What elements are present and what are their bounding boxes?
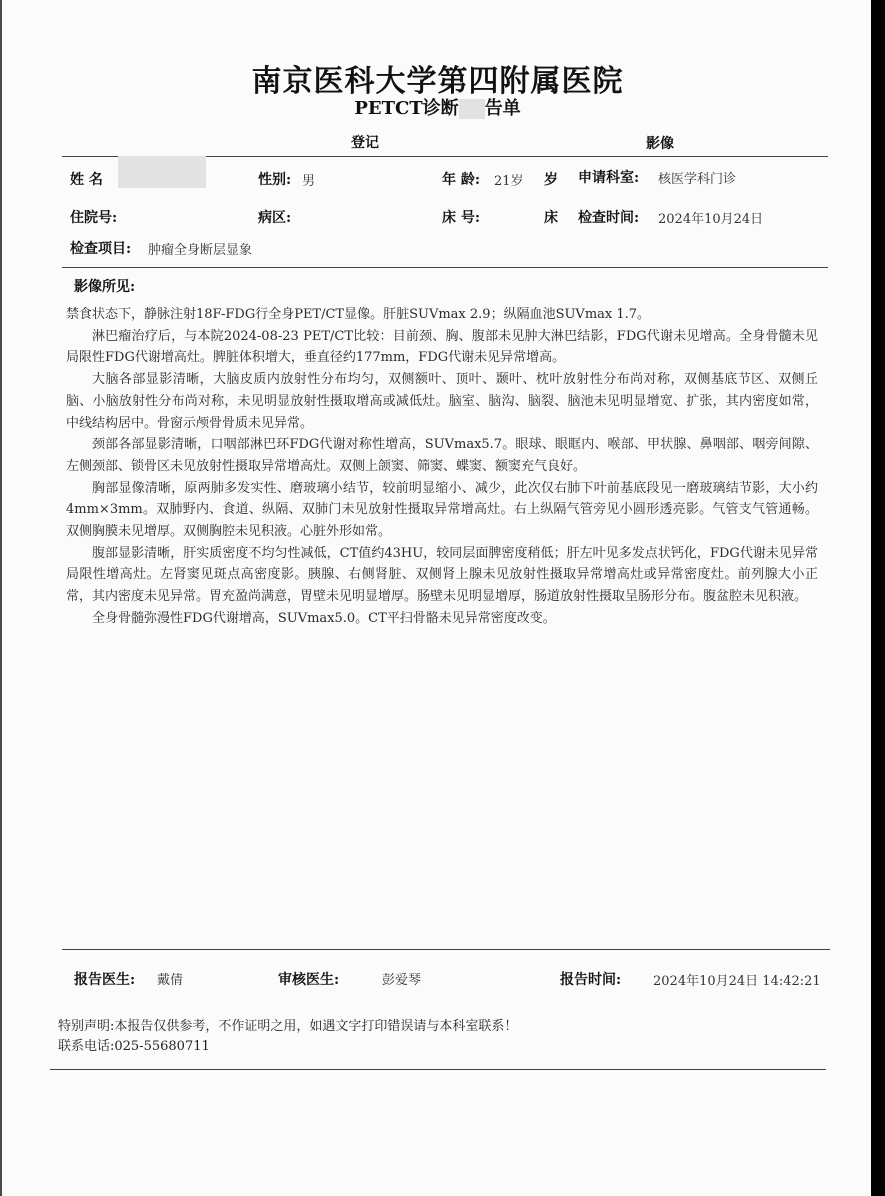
register-label: 登记 (351, 135, 379, 151)
findings-paragraph: 胸部显像清晰，原两肺多发实性、磨玻璃小结节，较前明显缩小、减少，此次仅右肺下叶前基底段见一磨玻璃结节影，大小约4mm×3mm。双肺野内、食道、纵隔、双肺门未见放射性摄取异常增高灶。右上纵隔气管旁见小圆形透亮影。气管支气管通畅。双侧胸膜未见增厚。双侧胸腔未见积液。心脏外形如常。 (66, 480, 818, 540)
gender-value: 男 (302, 174, 316, 189)
bed-unit: 床 (544, 210, 558, 226)
name-redacted (118, 156, 206, 188)
findings-paragraph: 禁食状态下，静脉注射18F-FDG行全身PET/CT显像。肝脏SUVmax 2.9；纵隔血池SUVmax 1.7。 (66, 307, 651, 322)
footer-rule-top (62, 949, 830, 950)
imaging-label: 影像 (646, 136, 674, 152)
dept-value: 核医学科门诊 (658, 172, 737, 187)
dept-label: 申请科室: (578, 170, 640, 186)
report-time-value: 2024年10月24日 14:42:21 (653, 974, 821, 989)
doctor-value: 戴倩 (157, 973, 184, 988)
age-unit: 岁 (544, 172, 558, 188)
findings-paragraph: 淋巴瘤治疗后，与本院2024-08-23 PET/CT比较：目前颈、胸、腹部未见肿大淋巴结影，FDG代谢未见增高。全身骨髓未见局限性FDG代谢增高灶。脾脏体积增大，垂直径约177mm，FDG代谢未见异常增高。 (66, 328, 818, 366)
findings-title: 影像所见: (74, 279, 136, 295)
phone-text: 联系电话:025-55680711 (58, 1039, 210, 1054)
findings-body (66, 304, 818, 630)
inpatient-no-label: 住院号: (70, 210, 118, 226)
footer-rule-bottom (50, 1069, 826, 1070)
age-value: 21岁 (494, 174, 524, 189)
age-label: 年 龄: (442, 172, 481, 188)
doctor-label: 报告医生: (74, 972, 136, 988)
name-label: 姓 名 (70, 172, 103, 188)
findings-paragraph: 大脑各部显影清晰，大脑皮质内放射性分布均匀，双侧额叶、顶叶、颞叶、枕叶放射性分布尚对称，双侧基底节区、双侧丘脑、小脑放射性分布尚对称，未见明显放射性摄取增高或减低灶。脑室、脑沟、脑裂、脑池未见明显增宽、扩张，其内密度如常，中线结构居中。骨窗示颅骨骨质未见异常。 (66, 372, 818, 431)
findings-paragraph: 腹部显影清晰，肝实质密度不均匀性减低，CT值约43HU，较同层面脾密度稍低；肝左叶见多发点状钙化，FDG代谢未见异常局限性增高灶。左肾窦见斑点高密度影。胰腺、右侧肾脏、双侧肾上腺未见放射性摄取异常增高灶或异常密度灶。前列腺大小正常，其内密度未见异常。胃充盈尚满意，胃壁未见明显增厚。肠壁未见明显增厚，肠道放射性摄取呈肠形分布。腹盆腔未见积液。 (66, 545, 818, 605)
redacted-block (459, 99, 485, 119)
report-title (2, 94, 873, 120)
report-time-label: 报告时间: (560, 972, 622, 988)
disclaimer-text: 特别声明:本报告仅供参考，不作证明之用，如遇文字打印错误请与本科室联系！ (58, 1019, 518, 1034)
ward-label: 病区: (258, 210, 292, 226)
exam-item-value: 肿瘤全身断层显象 (148, 243, 253, 258)
findings-paragraph: 全身骨髓弥漫性FDG代谢增高，SUVmax5.0。CT平扫骨骼未见异常密度改变。 (92, 610, 556, 626)
header-rule-bottom (62, 267, 828, 268)
hospital-name: 南京医科大学第四附属医院 (251, 64, 624, 99)
reviewer-label: 审核医生: (278, 972, 340, 988)
reviewer-value: 彭爱琴 (382, 973, 422, 988)
report-title-part2: 告单 (484, 98, 521, 119)
bed-no-label: 床 号: (442, 210, 481, 226)
gender-label: 性别: (258, 172, 292, 188)
report-title-part1: PETCT诊断 (354, 98, 459, 119)
exam-time-label: 检查时间: (578, 210, 640, 226)
exam-time-value: 2024年10月24日 (658, 212, 764, 227)
findings-paragraph: 颈部各部显影清晰，口咽部淋巴环FDG代谢对称性增高，SUVmax5.7。眼球、眼眶内、喉部、甲状腺、鼻咽部、咽旁间隙、左侧颈部、锁骨区未见放射性摄取异常增高灶。双侧上颌窦、筛窦、蝶窦、额窦充气良好。 (66, 437, 818, 474)
exam-item-label: 检查项目: (70, 241, 132, 257)
